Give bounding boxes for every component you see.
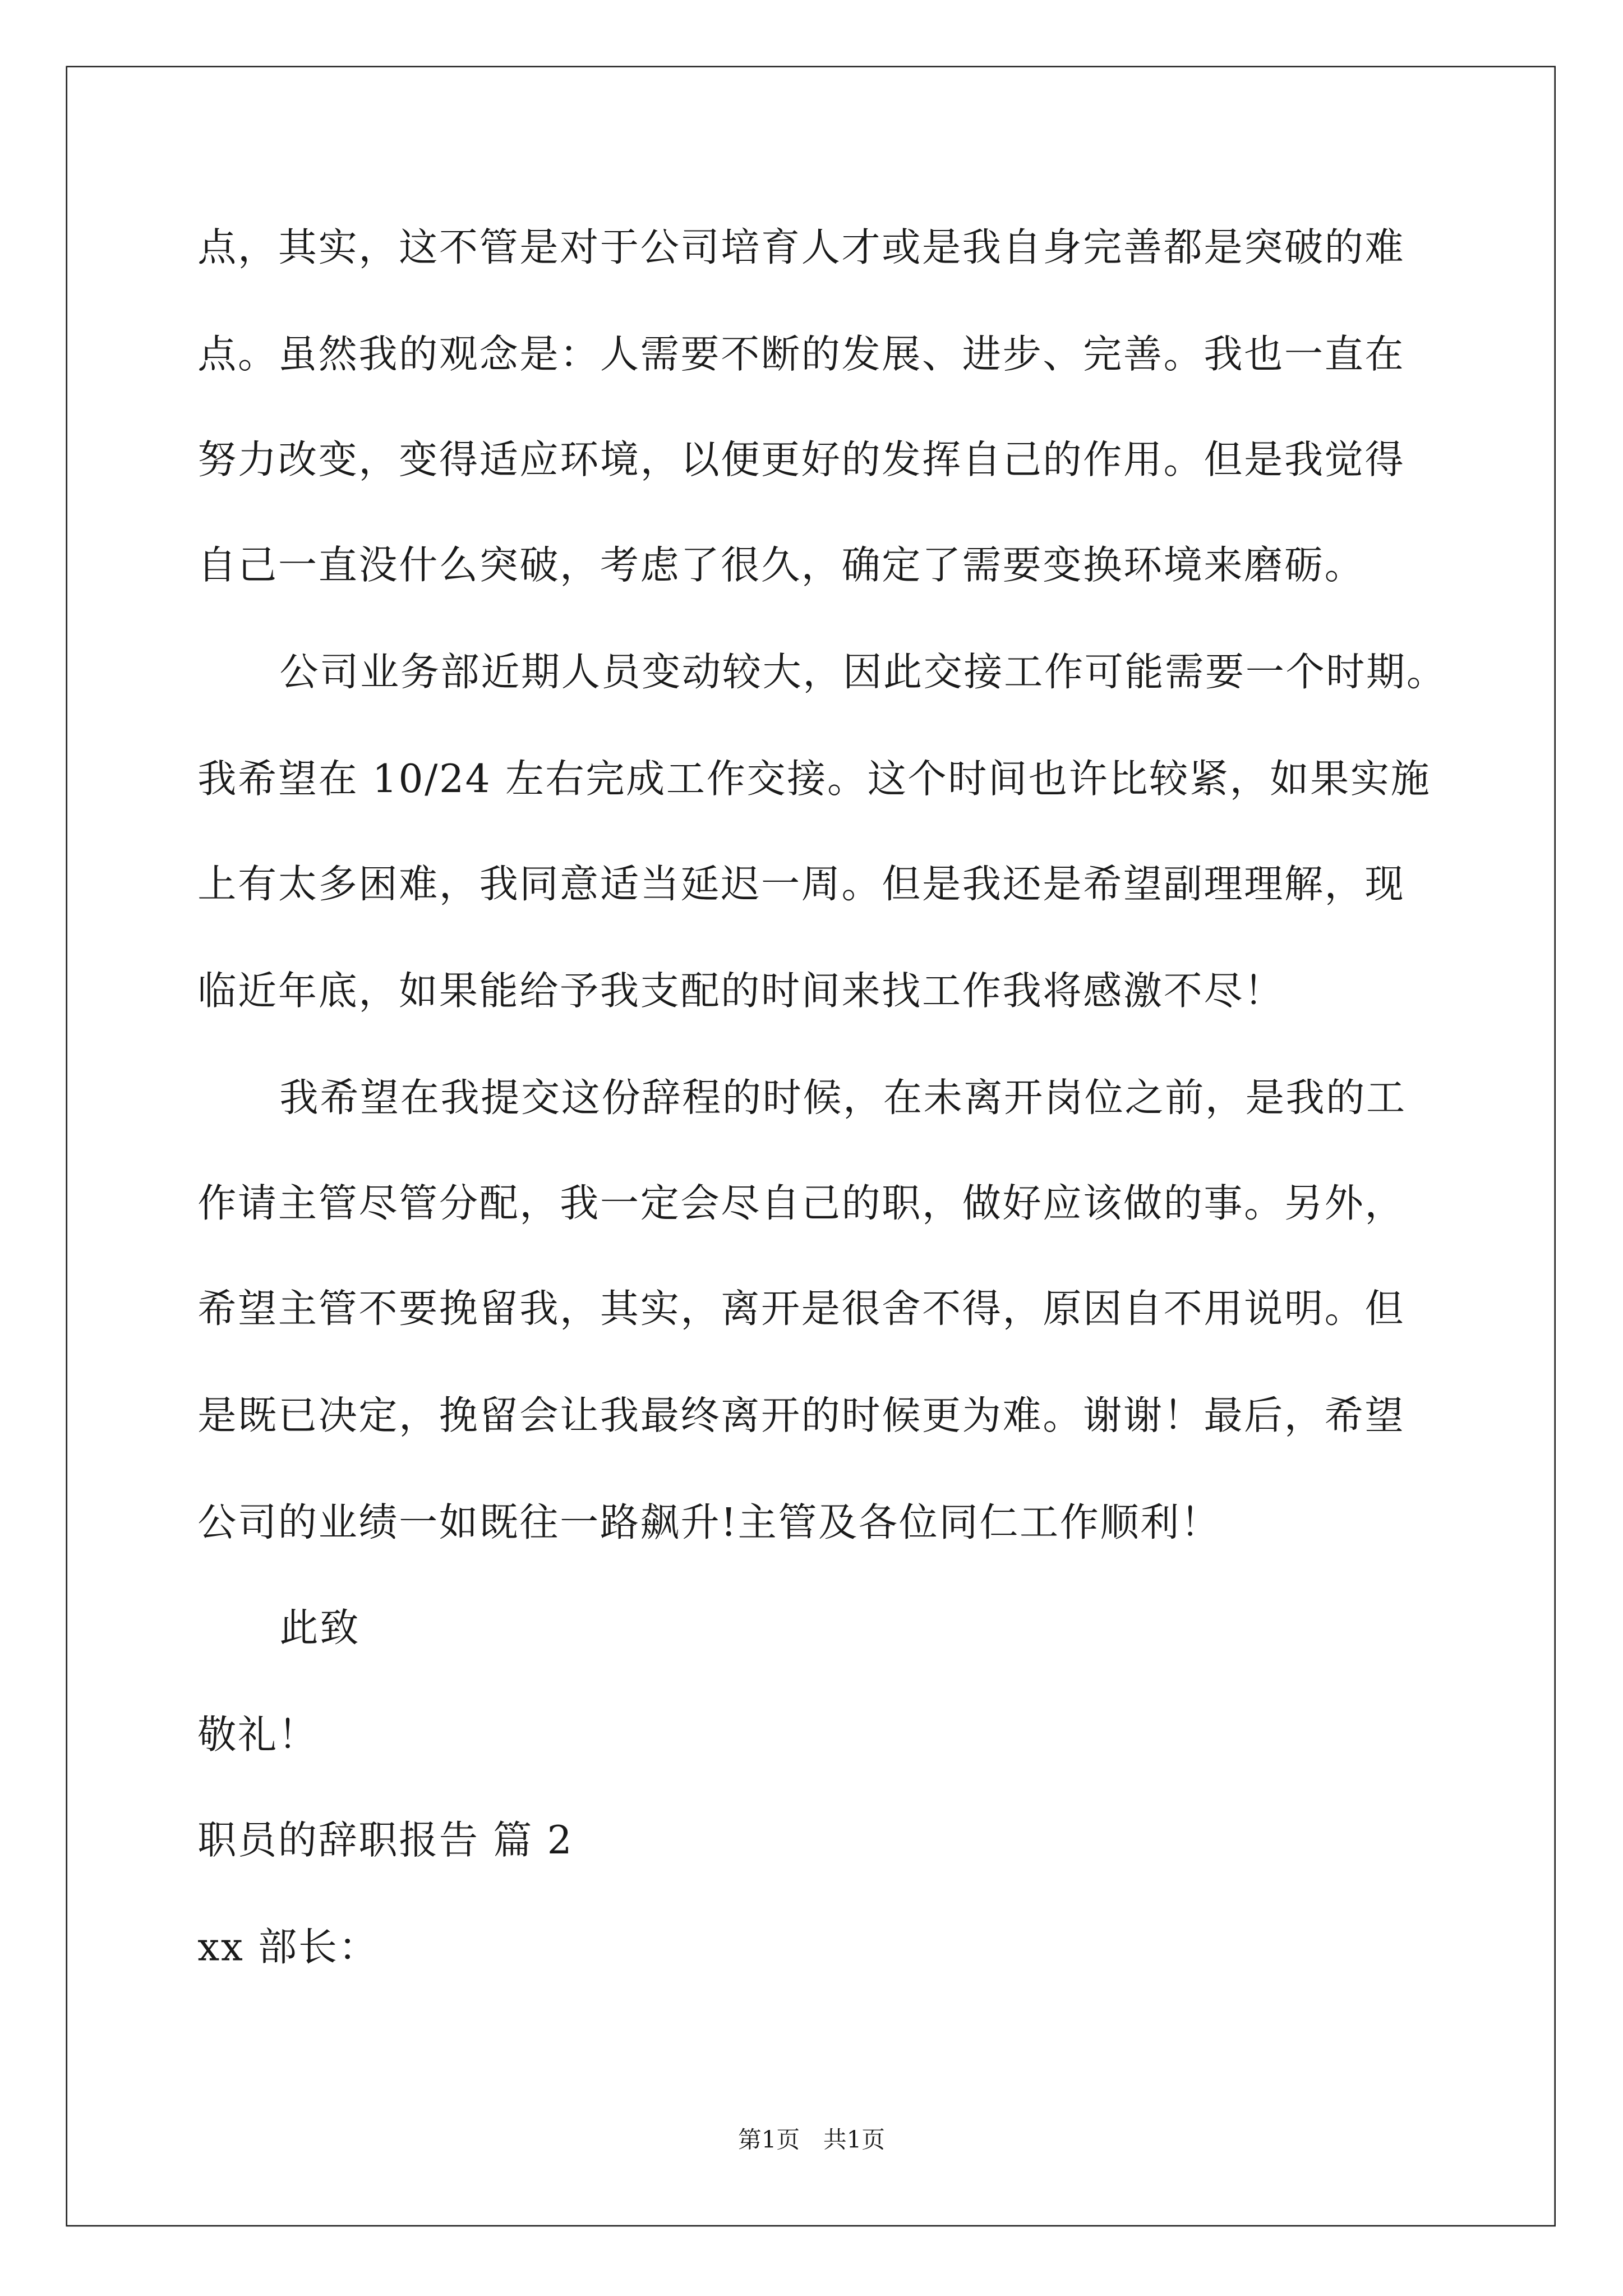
paragraph-first-line: 公司业务部近期人员变动较大，因此交接工作可能需要一个时期。 (279, 650, 1447, 696)
body-text-line: 临近年底，如果能给予我支配的时间来找工作我将感激不尽！ (197, 969, 1284, 1015)
body-text-line: 公司的业绩一如既往一路飙升!主管及各位同仁工作顺利！ (197, 1500, 1221, 1546)
page-border (66, 66, 1556, 2226)
body-text-line: 努力改变，变得适应环境，以便更好的发挥自己的作用。但是我觉得 (197, 438, 1405, 484)
addressee-line: xx 部长： (197, 1925, 379, 1971)
closing-regards: 敬礼！ (197, 1713, 319, 1759)
body-text-line: 点，其实，这不管是对于公司培育人才或是我自身完善都是突破的难 (197, 225, 1405, 271)
body-text-line: 我希望在 10/24 左右完成工作交接。这个时间也许比较紧，如果实施 (197, 757, 1431, 803)
body-text-line: 自己一直没什么突破，考虑了很久，确定了需要变换环境来磨砺。 (197, 543, 1365, 589)
closing-salutation: 此致 (279, 1605, 360, 1651)
body-text-line: 上有太多困难，我同意适当延迟一周。但是我还是希望副理理解，现 (197, 862, 1405, 908)
page-number-footer: 第1页 共1页 (738, 2125, 885, 2154)
paragraph-first-line: 我希望在我提交这份辞程的时候，在未离开岗位之前，是我的工 (279, 1076, 1407, 1121)
body-text-line: 是既已决定，挽留会让我最终离开的时候更为难。谢谢！最后，希望 (197, 1393, 1405, 1439)
section-heading: 职员的辞职报告 篇 2 (197, 1818, 574, 1864)
body-text-line: 作请主管尽管分配，我一定会尽自己的职，做好应该做的事。另外， (197, 1181, 1405, 1227)
body-text-line: 希望主管不要挽留我，其实，离开是很舍不得，原因自不用说明。但 (197, 1286, 1405, 1332)
body-text-line: 点。虽然我的观念是：人需要不断的发展、进步、完善。我也一直在 (197, 332, 1405, 378)
